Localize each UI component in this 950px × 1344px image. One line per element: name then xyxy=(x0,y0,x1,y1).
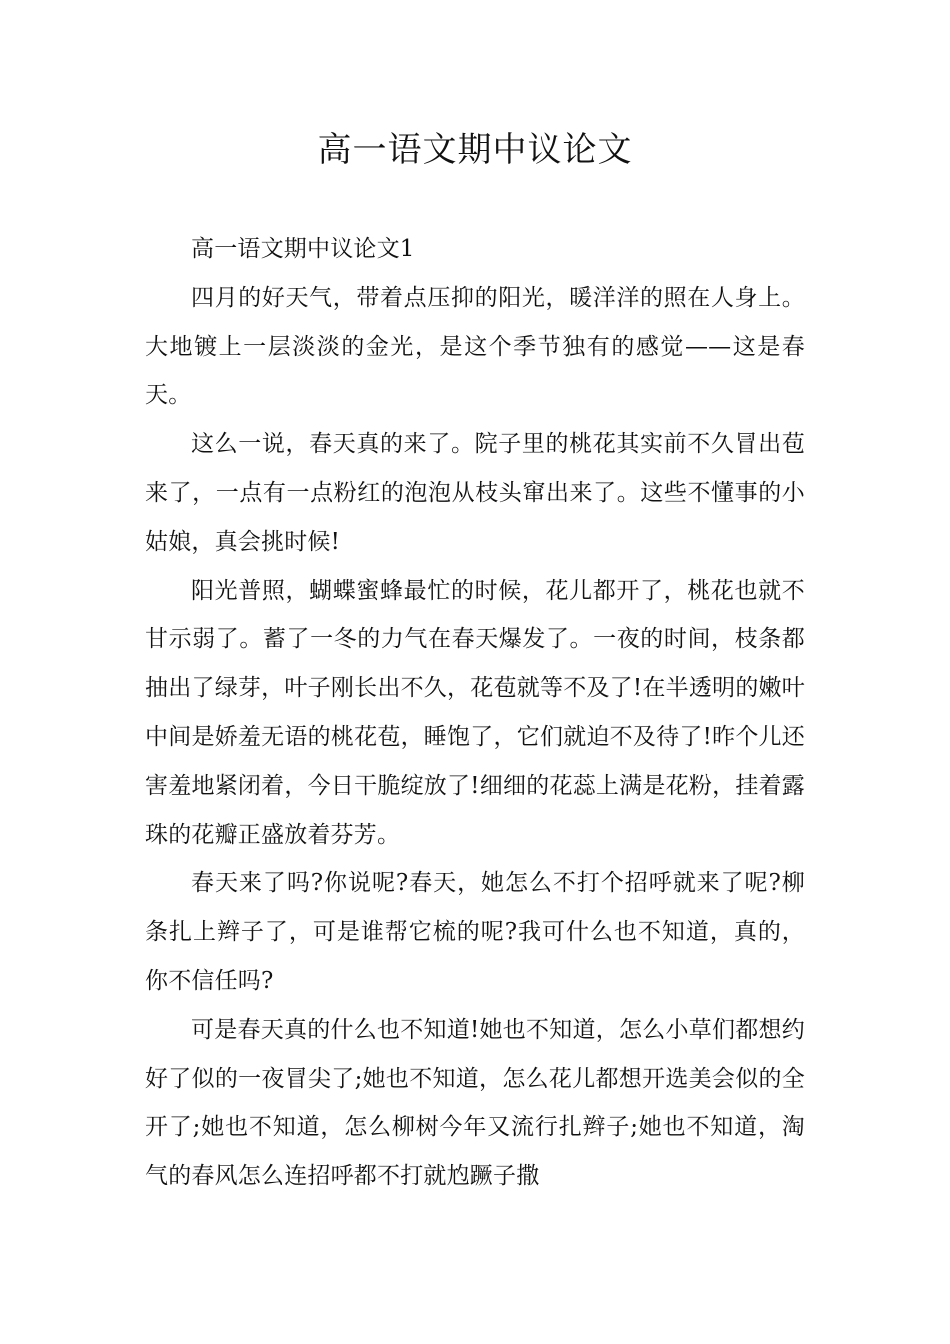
document-body xyxy=(145,225,805,1201)
paragraph-4: 春天来了吗?你说呢?春天，她怎么不打个招呼就来了呢?柳条扎上辫子了，可是谁帮它梳的呢?我可什么也不知道，真的，你不信任吗? xyxy=(145,870,805,994)
paragraph-1: 四月的好天气，带着点压抑的阳光，暖洋洋的照在人身上。大地镀上一层淡淡的金光，是这个季节独有的感觉——这是春天。 xyxy=(145,284,805,409)
paragraph-5: 可是春天真的什么也不知道!她也不知道，怎么小草们都想约好了似的一夜冒尖了;她也不知道，怎么花儿都想开选美会似的全开了;她也不知道，怎么柳树今年又流行扎辫子;她也不知道，淘气的春风怎么连招呼都不打就尥蹶子撒 xyxy=(145,1016,805,1190)
section-heading: 高一语文期中议论文1 xyxy=(191,236,415,262)
document-title: 高一语文期中议论文 xyxy=(317,130,633,170)
paragraph-3: 阳光普照，蝴蝶蜜蜂最忙的时候，花儿都开了，桃花也就不甘示弱了。蓄了一冬的力气在春天爆发了。一夜的时间，枝条都抽出了绿芽，叶子刚长出不久，花苞就等不及了!在半透明的嫩叶中间是娇羞无语的桃花苞，睡饱了，它们就迫不及待了!昨个儿还害羞地紧闭着，今日干脆绽放了!细细的花蕊上满是花粉，挂着露珠的花瓣正盛放着芬芳。 xyxy=(145,577,805,848)
paragraph-2: 这么一说，春天真的来了。院子里的桃花其实前不久冒出苞来了，一点有一点粉红的泡泡从枝头窜出来了。这些不懂事的小姑娘，真会挑时候! xyxy=(145,431,805,555)
